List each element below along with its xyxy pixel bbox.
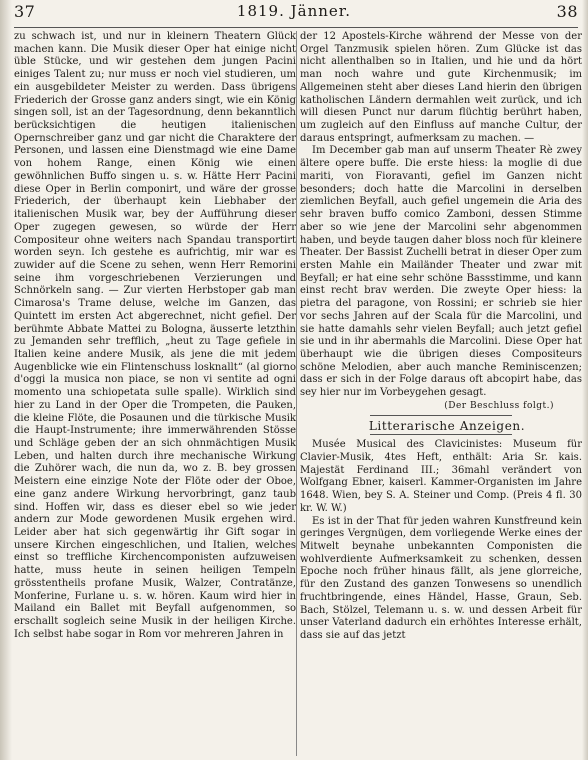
- right-paragraph-1: der 12 Apostels-Kirche während der Messe von der Orgel Tanzmusik spielen hören. Zum Glücke ist das nicht allenthalben so in Italien, und hie und da hört man noch wahre und gute Kirchenmusik; im Allgemeinen steht aber dieses Land hierin den übrigen katholischen Ländern dermahlen weit zurück, und ich will diesen Punct nur darum flüchtig berührt haben, um zugleich auf den Einfluss auf manche Cultur, der daraus entspringt, aufmerksam zu machen. —: [300, 31, 582, 144]
- page-edge-shadow: [582, 0, 588, 760]
- notice-review: Es ist in der That für jeden wahren Kunstfreund kein geringes Vergnügen, dem vorliegende Werke eines der Mitwelt beynahe unbekannten Componisten die wohlverdiente Aufmerksamkeit zu schenken, dessen Epoche noch früher hinaus fällt, als jene glorreiche, für den Zustand des ganzen Tonwesens so unendlich fruchtbringende, eines Händel, Hasse, Graun, Seb. Bach, Stölzel, Telemann u. s. w. und dessen Arbeit für unser Vaterland dadurch ein erhöhtes Interesse erhält, dass sie auf das jetzt: [300, 515, 582, 642]
- right-column: [300, 31, 582, 756]
- left-column: [14, 31, 296, 756]
- left-paragraph-1: zu schwach ist, und nur in kleinern Theatern Glück machen kann. Die Musik dieser Oper hat einige nicht üble Stücke, und wir gestehen dem jungen Pacini einiges Talent zu; nur muss er noch viel studieren, um ein ausgebildeter Meister zu werden. Dass übrigens Friederich der Grosse ganz anders singt, wie ein König singen soll, ist an der Tagesordnung, denn bekanntlich berücksichtigen die heutigen italienischen Opernschreiber ganz und gar nicht die Charaktere der Personen, und lassen eine Dienstmagd wie eine Dame von hohem Range, einen König wie einen gewöhnlichen Buffo singen u. s. w. Hätte Herr Pacini diese Oper in Berlin componirt, und wäre der grosse Friederich, der überhaupt kein Liebhaber der italienischen Musik war, bey der Aufführung dieser Oper zugegen gewesen, so würde der Herr Compositeur ohne weiters nach Spandau transportirt worden seyn. Ich gestehe es aufrichtig, mir war es zuwider auf die Scene zu sehen, wenn Herr Remorini seine ihm vorgeschriebenen Verzierungen und Schnörkeln sang. — Zur vierten Herbstoper gab man Cimarosa's Trame deluse, welche im Ganzen, das Quintett im ersten Act abgerechnet, nicht gefiel. Der berühmte Abbate Mattei zu Bologna, äusserte letzthin zu Jemanden sehr trefflich, „heut zu Tage gefiele in Italien keine andere Musik, als jene die mit jedem Augenblicke wie ein Flintenschuss losknallt“ (al giorno d'oggi la musica non piace, se non vi sentite ad ogni momento una schiopetata sulle spalle). Wirklich sind hier zu Land in der Oper die Trompeten, die Pauken, die kleine Flöte, die Posaunen und die türkische Musik die Haupt-Instrumente; ihre immerwährenden Stösse und Schläge geben der an sich ohnmächtigen Musik Leben, und halten durch ihre mechanische Wirkung die Zuhörer wach, die nun da, wo z. B. bey grossen Meistern eine einzige Note der Flöte oder der Oboe, eine ganz andere Wirkung hervorbringt, ganz taub sind. Hoffen wir, dass es dieser ebel so wie jeder andern zur Mode gewordenen Musik ergehen wird. Leider aber hat sich gegenwärtig ihr Gift sogar in unsere Kirchen eingeschlichen, und Italien, welches einst so treffliche Kirchencomponisten aufzuweisen hatte, muss heute in seinen heiligen Tempeln grösstentheils profane Musik, Walzer, Contratänze, Monferine, Furlane u. s. w. hören. Kaum wird hier in Mailand ein Ballet mit Beyfall aufgenommen, so erschallt sogleich seine Musik in der heiligen Kirche. Ich selbst habe sogar in Rom vor mehreren Jahren in: [14, 31, 296, 640]
- right-paragraph-2: Im December gab man auf unserm Theater Rè zwey ältere opere buffe. Die erste hiess: la moglie di due mariti, von Fioravanti, gefiel im Ganzen nicht besonders; doch hatte die Marcolini in derselben ziemlichen Beyfall, auch gefiel ungemein die Aria des sehr braven buffo comico Zamboni, dessen Stimme aber so wie jene der Marcolini sehr abgenommen haben, und beyde taugen daher bloss noch für kleinere Theater. Der Bassist Zuchelli betrat in dieser Oper zum ersten Mahle ein Mailänder Theater und zwar mit Beyfall; er hat eine sehr schöne Bassstimme, und kann einst recht brav werden. Die zweyte Oper hiess: la pietra del paragone, von Rossini; er schrieb sie hier vor sechs Jahren auf der Scala für die Marcolini, und sie hatte damahls sehr vielen Beyfall; auch jetzt gefiel sie und in ihr abermahls die Marcolini. Diese Oper hat überhaupt wie die übrigen dieses Compositeurs schöne Melodien, aber auch manche Reminiscenzen; dass er sich in der Folge daraus oft abcopirt habe, das sey hier nur im Vorbeygehen gesagt.: [300, 145, 582, 399]
- page-number-right: 38: [556, 2, 578, 21]
- continued-notice: (Der Beschluss folgt.): [444, 400, 554, 411]
- section-rule-top: [370, 415, 512, 416]
- column-divider: [296, 31, 297, 756]
- running-head-date: 1819. Jänner.: [236, 2, 352, 20]
- header-rule: [14, 27, 578, 28]
- section-heading: Litterarische Anzeigen.: [368, 418, 526, 433]
- page-gutter-shadow: [0, 0, 12, 760]
- page-number-left: 37: [14, 2, 36, 21]
- notice-entry: Musée Musical des Clavicinistes: Museum für Clavier-Musik, 4tes Heft, enthält: Aria Sr. kais. Majestät Ferdinand III.; 36mahl verändert von Wolfgang Ebner, kaiserl. Kammer-Organisten im Jahre 1648. Wien, bey S. A. Steiner und Comp. (Preis 4 fl. 30 kr. W. W.): [300, 439, 582, 514]
- section-rule-bottom: [370, 434, 512, 435]
